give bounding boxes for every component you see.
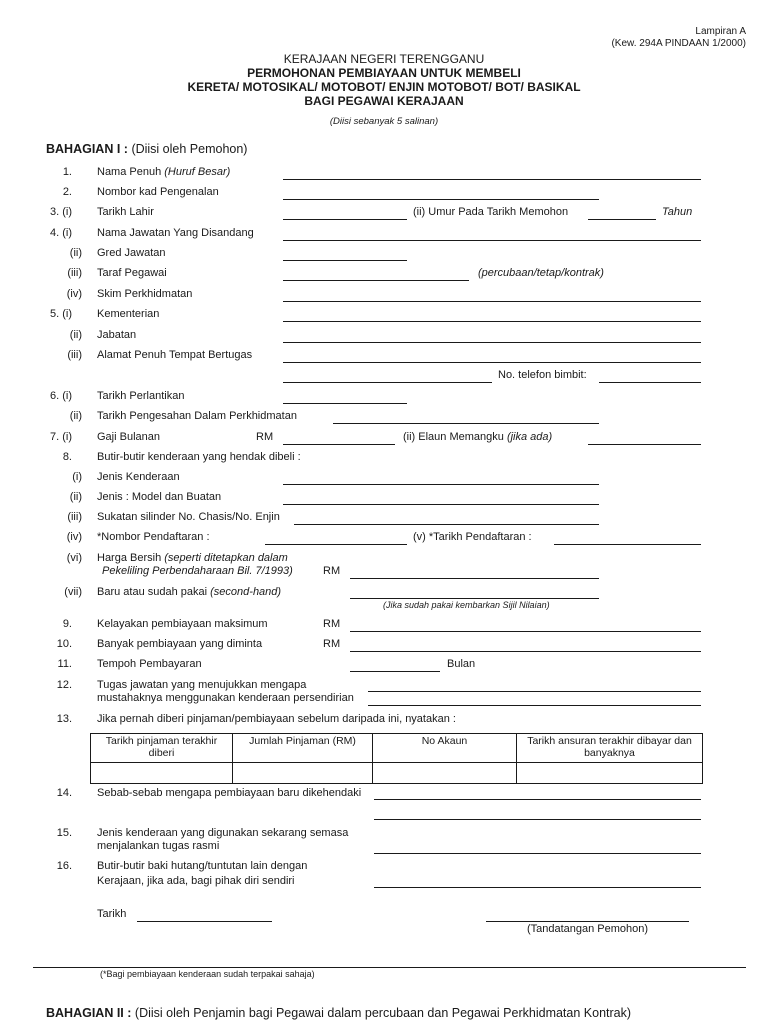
- field-6ii-number: (ii): [69, 410, 82, 422]
- section-1-heading: [46, 143, 247, 156]
- previous-loans-label: Jika pernah diberi pinjaman/pembiayaan sebelum daripada ini, nyatakan :: [97, 713, 456, 725]
- registration-number-label: *Nombor Pendaftaran :: [97, 531, 210, 543]
- appointment-date-label: Tarikh Perlantikan: [97, 390, 185, 402]
- appointment-date-input-line[interactable]: [283, 403, 407, 404]
- ic-number-label: Nombor kad Pengenalan: [97, 186, 219, 198]
- copies-note: (Diisi sebanyak 5 salinan): [329, 116, 439, 127]
- valuation-certificate-note: (Jika sudah pakai kembarkan Sijil Nilaian): [383, 600, 550, 610]
- field-8vii-number: (vii): [64, 586, 82, 598]
- full-name-input-line[interactable]: [283, 179, 701, 180]
- field-8i-number: (i): [72, 471, 82, 483]
- table-cell-loan-amount[interactable]: [233, 763, 373, 784]
- field-4iii-number: (iii): [67, 267, 82, 279]
- outstanding-debt-input-line[interactable]: [374, 887, 701, 888]
- job-duties-label-line-2: mustahaknya menggunakan kenderaan persendirian: [97, 692, 354, 704]
- reference-number: (Kew. 294A PINDAAN 1/2000): [611, 38, 746, 49]
- current-vehicle-input-line[interactable]: [374, 853, 701, 854]
- field-3-number: 3. (i): [50, 206, 72, 218]
- work-address-input-line-2[interactable]: [283, 382, 492, 383]
- monthly-salary-label: Gaji Bulanan: [97, 431, 160, 443]
- repayment-period-unit: Bulan: [447, 658, 476, 670]
- position-label: Nama Jawatan Yang Disandang: [97, 227, 254, 239]
- max-eligibility-label: Kelayakan pembiayaan maksimum: [97, 618, 268, 630]
- current-vehicle-label-line-2: menjalankan tugas rasmi: [97, 840, 220, 852]
- field-11-number: 11.: [57, 658, 72, 670]
- mobile-phone-label: No. telefon bimbit:: [498, 369, 587, 381]
- applicant-signature-label: (Tandatangan Pemohon): [526, 923, 649, 935]
- acting-allowance-label: (ii) Elaun Memangku (jika ada): [403, 431, 553, 443]
- net-price-label: Harga Bersih (seperti ditetapkan dalam: [97, 552, 288, 564]
- form-title-line-2: KERETA/ MOTOSIKAL/ MOTOBOT/ ENJIN MOTOBOT/ BOT/ BASIKAL: [187, 80, 581, 94]
- field-5iii-number: (iii): [67, 349, 82, 361]
- col-header-loan-amount: Jumlah Pinjaman (RM): [233, 734, 373, 763]
- new-financing-reason-label: Sebab-sebab mengapa pembiayaan baru dikehendaki: [97, 787, 362, 799]
- new-financing-reason-input-line-1[interactable]: [374, 799, 701, 800]
- vehicle-type-label: Jenis Kenderaan: [97, 471, 180, 483]
- table-cell-account-no[interactable]: [373, 763, 517, 784]
- chassis-engine-label: Sukatan silinder No. Chasis/No. Enjin: [97, 511, 280, 523]
- max-eligibility-currency-label: RM: [323, 618, 341, 630]
- chassis-engine-input-line[interactable]: [294, 524, 599, 525]
- table-header-row: [91, 734, 703, 763]
- field-8ii-number: (ii): [69, 491, 82, 503]
- birth-date-label: Tarikh Lahir: [97, 206, 154, 218]
- field-6-number: 6. (i): [50, 390, 72, 402]
- table-row: [91, 763, 703, 784]
- position-input-line[interactable]: [283, 240, 701, 241]
- work-address-input-line-1[interactable]: [283, 362, 701, 363]
- field-10-number: 10.: [56, 638, 72, 650]
- table-cell-last-loan-date[interactable]: [91, 763, 233, 784]
- field-8iv-number: (iv): [66, 531, 82, 543]
- confirmation-date-label: Tarikh Pengesahan Dalam Perkhidmatan: [97, 410, 297, 422]
- ministry-label: Kementerian: [97, 308, 160, 320]
- requested-amount-currency-label: RM: [323, 638, 341, 650]
- date-input-line[interactable]: [137, 921, 272, 922]
- acting-allowance-input-line[interactable]: [588, 444, 701, 445]
- field-14-number: 14.: [56, 787, 72, 799]
- form-title-line-3: BAGI PEGAWAI KERAJAAN: [304, 94, 464, 108]
- net-price-input-line[interactable]: [350, 578, 599, 579]
- new-financing-reason-input-line-2[interactable]: [374, 819, 701, 820]
- new-or-used-input-line[interactable]: [350, 598, 599, 599]
- max-eligibility-input-line[interactable]: [350, 631, 701, 632]
- work-address-label: Alamat Penuh Tempat Bertugas: [97, 349, 253, 361]
- grade-label: Gred Jawatan: [97, 247, 166, 259]
- salary-currency-label: RM: [256, 431, 274, 443]
- model-make-input-line[interactable]: [283, 504, 599, 505]
- ministry-input-line[interactable]: [283, 321, 701, 322]
- field-4-number: 4. (i): [50, 227, 72, 239]
- section-1-subtitle: (Diisi oleh Pemohon): [131, 142, 248, 156]
- age-input-line[interactable]: [588, 219, 656, 220]
- signature-line[interactable]: [486, 921, 689, 922]
- job-duties-input-line-2[interactable]: [368, 705, 701, 706]
- field-5ii-number: (ii): [69, 329, 82, 341]
- government-name: KERAJAAN NEGERI TERENGGANU: [283, 52, 485, 66]
- section-2-subtitle: (Diisi oleh Penjamin bagi Pegawai dalam percubaan dan Pegawai Perkhidmatan Kontrak): [134, 1006, 632, 1020]
- section-divider: [33, 967, 746, 968]
- repayment-period-input-line[interactable]: [350, 671, 440, 672]
- field-5-number: 5. (i): [50, 308, 72, 320]
- outstanding-debt-label: Butir-butir baki hutang/tuntutan lain dengan: [97, 860, 308, 872]
- job-duties-input-line-1[interactable]: [368, 691, 701, 692]
- age-label: (ii) Umur Pada Tarikh Memohon: [413, 206, 569, 218]
- field-16-number: 16.: [56, 860, 72, 872]
- field-4ii-number: (ii): [69, 247, 82, 259]
- col-header-last-installment: Tarikh ansuran terakhir dibayar dan banyaknya: [517, 734, 703, 763]
- new-or-used-label: Baru atau sudah pakai (second-hand): [97, 586, 282, 598]
- requested-amount-input-line[interactable]: [350, 651, 701, 652]
- field-7-number: 7. (i): [50, 431, 72, 443]
- net-price-currency-label: RM: [323, 565, 341, 577]
- field-12-number: 12.: [56, 679, 72, 691]
- previous-loans-table: [90, 733, 703, 784]
- grade-input-line[interactable]: [283, 260, 407, 261]
- annex-label: Lampiran A: [695, 26, 746, 37]
- requested-amount-label: Banyak pembiayaan yang diminta: [97, 638, 263, 650]
- footnote: (*Bagi pembiayaan kenderaan sudah terpakai sahaja): [100, 969, 315, 979]
- model-make-label: Jenis : Model dan Buatan: [97, 491, 222, 503]
- department-input-line[interactable]: [283, 342, 701, 343]
- vehicle-details-label: Butir-butir kenderaan yang hendak dibeli :: [97, 451, 301, 463]
- field-1-number: 1.: [62, 166, 72, 178]
- officer-status-input-line[interactable]: [283, 280, 469, 281]
- section-2-heading: [46, 1007, 631, 1020]
- registration-date-label: (v) *Tarikh Pendaftaran :: [413, 531, 532, 543]
- confirmation-date-input-line[interactable]: [333, 423, 599, 424]
- registration-date-input-line[interactable]: [554, 544, 701, 545]
- field-2-number: 2.: [62, 186, 72, 198]
- field-8-number: 8.: [62, 451, 72, 463]
- field-15-number: 15.: [56, 827, 72, 839]
- current-vehicle-label: Jenis kenderaan yang digunakan sekarang semasa: [97, 827, 349, 839]
- field-9-number: 9.: [62, 618, 72, 630]
- col-header-last-loan-date: Tarikh pinjaman terakhir diberi: [91, 734, 233, 763]
- repayment-period-label: Tempoh Pembayaran: [97, 658, 202, 670]
- field-13-number: 13.: [56, 713, 72, 725]
- vehicle-type-input-line[interactable]: [283, 484, 599, 485]
- mobile-phone-input-line[interactable]: [599, 382, 701, 383]
- department-label: Jabatan: [97, 329, 137, 341]
- table-cell-last-installment[interactable]: [517, 763, 703, 784]
- field-8iii-number: (iii): [67, 511, 82, 523]
- job-duties-label: Tugas jawatan yang menujukkan mengapa: [97, 679, 307, 691]
- ic-number-input-line[interactable]: [283, 199, 599, 200]
- age-unit-label: Tahun: [662, 206, 693, 218]
- officer-status-hint: (percubaan/tetap/kontrak): [478, 267, 604, 279]
- service-scheme-label: Skim Perkhidmatan: [97, 288, 193, 300]
- date-label: Tarikh: [97, 908, 127, 920]
- field-8vi-number: (vi): [66, 552, 82, 564]
- birth-date-input-line[interactable]: [283, 219, 407, 220]
- monthly-salary-input-line[interactable]: [283, 444, 395, 445]
- outstanding-debt-label-line-2: Kerajaan, jika ada, bagi pihak diri sendiri: [97, 875, 295, 887]
- section-1-title: BAHAGIAN I :: [46, 142, 128, 156]
- officer-status-label: Taraf Pegawai: [97, 267, 167, 279]
- section-2-title: BAHAGIAN II :: [46, 1006, 132, 1020]
- net-price-hint-line-2: Pekeliling Perbendaharaan Bil. 7/1993): [102, 565, 293, 577]
- field-4iv-number: (iv): [66, 288, 82, 300]
- form-title-line-1: PERMOHONAN PEMBIAYAAN UNTUK MEMBELI: [247, 66, 521, 80]
- registration-number-input-line[interactable]: [265, 544, 407, 545]
- col-header-account-no: No Akaun: [373, 734, 517, 763]
- service-scheme-input-line[interactable]: [283, 301, 701, 302]
- full-name-label: Nama Penuh (Huruf Besar): [97, 166, 231, 178]
